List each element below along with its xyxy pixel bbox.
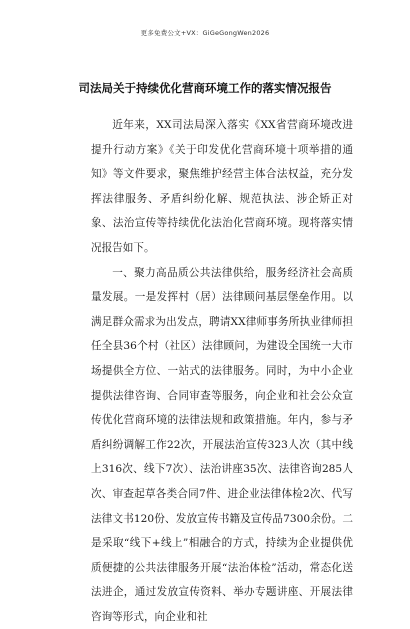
document-title: 司法局关于持续优化营商环境工作的落实情况报告 xyxy=(78,81,332,95)
document-body xyxy=(91,113,353,629)
paragraph-section-one: 一、聚力高品质公共法律供给，服务经济社会高质量发展。一是发挥村（居）法律顾问基层堡垒作用。以满足群众需求为出发点，聘请XX律师事务所执业律师担任全县36个村（社区）法律顾问，为建设全国统一大市场提供全方位、一站式的法律服务。同时，为中小企业提供法律咨询、合同审查等服务，向企业和社会公众宣传优化营商环境的法律法规和政策措施。年内，参与矛盾纠纷调解工作22次，开展法治宣传323人次（其中线上316次、线下7次）、法治讲座35次、法律咨询285人次、审查起草各类合同7件、进企业法律体检2次、代写法律文书120份、发放宣传书籍及宣传品7300余份。二是采取“线下+线上”相融合的方式，持续为企业提供优质便捷的公共法律服务开展“法治体检”活动，常态化送法进企，通过发放宣传资料、举办专题讲座、开展法律咨询等形式，向企业和社 xyxy=(91,266,353,623)
header-note: 更多免费公文+VX：GiGeGongWen2026 xyxy=(140,29,270,37)
paragraph-intro: 近年来，XX司法局深入落实《XX省营商环境改进提升行动方案》《关于印发优化营商环境十项举措的通知》等文件要求，聚焦维护经营主体合法权益，充分发挥法律服务、矛盾纠纷化解、规范执法、涉企矫正对象、法治宣传等持续优化法治化营商环境。现将落实情况报告如下。 xyxy=(91,119,353,254)
